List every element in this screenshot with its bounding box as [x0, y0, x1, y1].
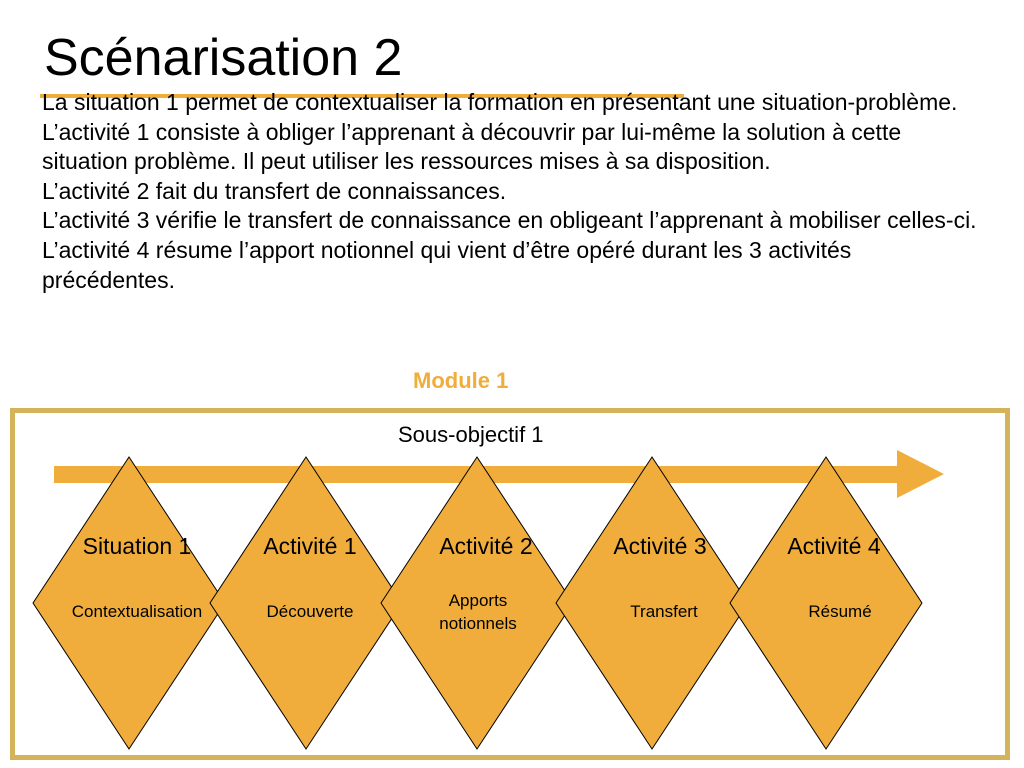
subobjective-label: Sous-objectif 1: [398, 422, 544, 447]
paragraph-activite-1: L’activité 1 consiste à obliger l’apprenant à découvrir par lui-même la solution à cette situation problème. Il peut utiliser les ressources mises à sa disposition.: [42, 118, 902, 175]
step-title: Activité 3: [613, 533, 707, 559]
step-subtitle: Contextualisation: [71, 602, 203, 621]
step-title: Activité 1: [263, 533, 357, 559]
step-title: Activité 2: [439, 533, 533, 559]
step-subtitle: Découverte: [266, 602, 354, 621]
step-subtitle: Transfert: [630, 602, 698, 621]
paragraph-activite-2: L’activité 2 fait du transfert de connaissances.: [42, 177, 507, 204]
paragraph-activite-4: L’activité 4 résume l’apport notionnel qui vient d’être opéré durant les 3 activités précédentes.: [42, 236, 852, 293]
step-title: Situation 1: [82, 533, 192, 559]
paragraph-activite-3: L’activité 3 vérifie le transfert de connaissance en obligeant l’apprenant à mobiliser celles-ci.: [42, 207, 977, 234]
module-title: Module 1: [413, 368, 509, 393]
step-subtitle: Apports notionnels: [439, 591, 517, 633]
step-title: Activité 4: [787, 533, 881, 559]
step-subtitle: Résumé: [808, 602, 872, 621]
slide-title: Scénarisation 2: [44, 29, 403, 87]
paragraph-situation-1: La situation 1 permet de contextualiser la formation en présentant une situation-problème.: [42, 89, 958, 115]
